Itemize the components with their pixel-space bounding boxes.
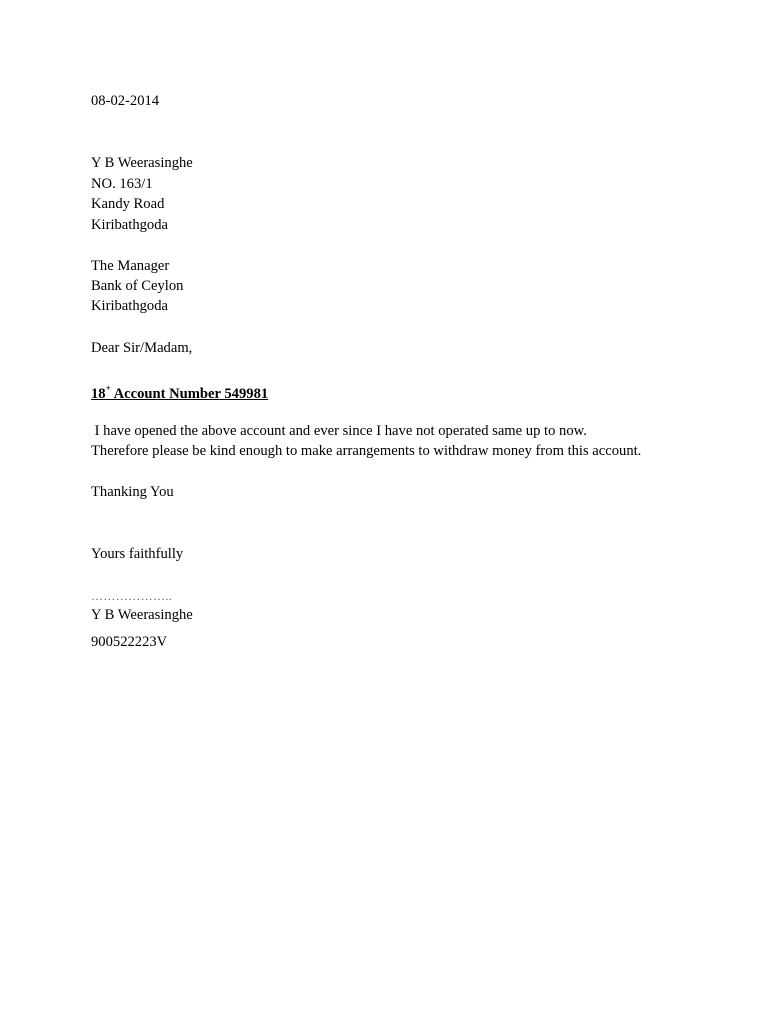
recipient-title: The Manager (91, 258, 170, 274)
recipient-city: Kiribathgoda (91, 298, 169, 314)
body-line-1: I have opened the above account and ever since I have not operated same up to now. (91, 423, 587, 439)
sender-address-line2: Kandy Road (91, 196, 165, 212)
body-line-2: Therefore please be kind enough to make arrangements to withdraw money from this account. (91, 443, 642, 459)
letter-date: 08-02-2014 (91, 93, 160, 109)
sender-address-line1: NO. 163/1 (91, 176, 153, 192)
signer-name: Y B Weerasinghe (91, 607, 193, 623)
subject-rest: Account Number 549981 (110, 385, 269, 402)
recipient-bank: Bank of Ceylon (91, 278, 184, 294)
salutation: Dear Sir/Madam, (91, 340, 193, 356)
signer-id: 900522223V (91, 634, 168, 650)
sender-name: Y B Weerasinghe (91, 155, 193, 171)
sender-address-line3: Kiribathgoda (91, 217, 169, 233)
subject-line (91, 379, 268, 404)
subject-prefix: 18 (91, 385, 106, 402)
subject-superscript: + (105, 383, 111, 393)
closing-line: Yours faithfully (91, 546, 184, 562)
thanks-line: Thanking You (91, 484, 174, 500)
signature-dots: ……………….. (91, 589, 173, 603)
